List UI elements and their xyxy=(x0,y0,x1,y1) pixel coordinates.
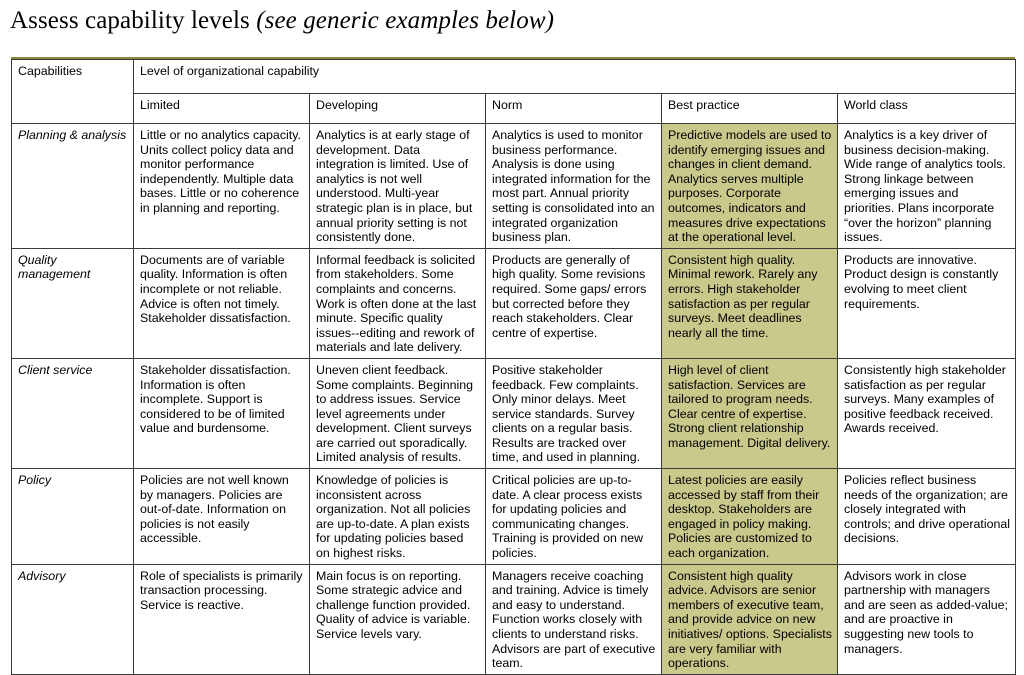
cell-planning-world-class: Analytics is a key driver of business decision-making. Wide range of analytics tools. Strong linkage between emerging issues and priorities. Plans incorporate “over the horizon” planning issues. xyxy=(838,124,1016,249)
header-capabilities: Capabilities xyxy=(12,60,134,124)
page-title-main: Assess capability levels xyxy=(10,7,257,34)
cell-policy-limited: Policies are not well known by managers. Policies are out-of-date. Information on policies is not easily accessible. xyxy=(134,469,310,565)
cell-policy-best-practice: Latest policies are easily accessed by staff from their desktop. Stakeholders are engaged in policy making. Policies are customized to each organization. xyxy=(662,469,838,565)
header-level-limited: Limited xyxy=(134,94,310,124)
cell-client-world-class: Consistently high stakeholder satisfaction as per regular surveys. Many examples of positive feedback received. Awards received. xyxy=(838,358,1016,468)
cell-quality-world-class: Products are innovative. Product design is constantly evolving to meet client requirements. xyxy=(838,248,1016,358)
cell-planning-developing: Analytics is at early stage of development. Data integration is limited. Use of analytics is not well understood. Multi-year strategic plan is in place, but annual priority setting is not consistently done. xyxy=(310,124,486,249)
header-level-developing: Developing xyxy=(310,94,486,124)
cell-client-limited: Stakeholder dissatisfaction. Information is often incomplete. Support is considered to be of limited value and burdensome. xyxy=(134,358,310,468)
cell-planning-limited: Little or no analytics capacity. Units collect policy data and monitor performance independently. Multiple data bases. Little or no coherence in planning and reporting. xyxy=(134,124,310,249)
cell-policy-world-class: Policies reflect business needs of the organization; are closely integrated with controls; and drive operational decisions. xyxy=(838,469,1016,565)
cell-quality-norm: Products are generally of high quality. Some revisions required. Some gaps/ errors but corrected before they reach stakeholders. Clear centre of expertise. xyxy=(486,248,662,358)
cell-quality-best-practice: Consistent high quality. Minimal rework. Rarely any errors. High stakeholder satisfaction as per regular surveys. Meet deadlines nearly all the time. xyxy=(662,248,838,358)
capability-table xyxy=(11,59,1016,675)
capability-name-policy: Policy xyxy=(12,469,134,565)
header-level-norm: Norm xyxy=(486,94,662,124)
table-row xyxy=(12,124,1016,249)
capability-name-client-service: Client service xyxy=(12,358,134,468)
table-body xyxy=(12,124,1016,675)
cell-client-norm: Positive stakeholder feedback. Few complaints. Only minor delays. Meet service standards. Survey clients on a regular basis. Results are tracked over time, and used in planning. xyxy=(486,358,662,468)
capability-name-quality-management: Quality management xyxy=(12,248,134,358)
cell-advisory-norm: Managers receive coaching and training. Advice is timely and easy to understand. Function works closely with clients to understand risks. Advisors are part of executive team. xyxy=(486,564,662,674)
table-row xyxy=(12,248,1016,358)
capability-table-container xyxy=(11,57,1015,675)
table-row xyxy=(12,564,1016,674)
table-header-row-top xyxy=(12,60,1016,94)
cell-advisory-best-practice: Consistent high quality advice. Advisors are senior members of executive team, and provide advice on new initiatives/ options. Specialists are very familiar with operations. xyxy=(662,564,838,674)
page-title xyxy=(10,6,554,36)
header-level-of-capability: Level of organizational capability xyxy=(134,60,1016,94)
cell-client-best-practice: High level of client satisfaction. Services are tailored to program needs. Clear centre of expertise. Strong client relationship management. Digital delivery. xyxy=(662,358,838,468)
table-header xyxy=(12,60,1016,124)
cell-advisory-limited: Role of specialists is primarily transaction processing. Service is reactive. xyxy=(134,564,310,674)
capability-name-advisory: Advisory xyxy=(12,564,134,674)
cell-planning-norm: Analytics is used to monitor business performance. Analysis is done using integrated information for the most part. Annual priority setting is consolidated into an integrated organization business plan. xyxy=(486,124,662,249)
cell-advisory-world-class: Advisors work in close partnership with managers and are seen as added-value; and are proactive in suggesting new tools to managers. xyxy=(838,564,1016,674)
table-row xyxy=(12,358,1016,468)
cell-quality-developing: Informal feedback is solicited from stakeholders. Some complaints and concerns. Work is often done at the last minute. Specific quality issues--editing and rework of materials and late delivery. xyxy=(310,248,486,358)
header-level-world-class: World class xyxy=(838,94,1016,124)
cell-quality-limited: Documents are of variable quality. Information is often incomplete or not reliable. Advice is often not timely. Stakeholder dissatisfaction. xyxy=(134,248,310,358)
page-title-italic: (see generic examples below) xyxy=(256,7,555,34)
cell-client-developing: Uneven client feedback. Some complaints. Beginning to address issues. Service level agreements under development. Client surveys are carried out sporadically. Limited analysis of results. xyxy=(310,358,486,468)
table-row xyxy=(12,469,1016,565)
table-header-row-levels xyxy=(12,94,1016,124)
header-level-best-practice: Best practice xyxy=(662,94,838,124)
cell-policy-developing: Knowledge of policies is inconsistent across organization. Not all policies are up-to-date. A plan exists for updating policies based on highest risks. xyxy=(310,469,486,565)
cell-advisory-developing: Main focus is on reporting. Some strategic advice and challenge function provided. Quality of advice is variable. Service levels vary. xyxy=(310,564,486,674)
cell-policy-norm: Critical policies are up-to-date. A clear process exists for updating policies and communicating changes. Training is provided on new policies. xyxy=(486,469,662,565)
cell-planning-best-practice: Predictive models are used to identify emerging issues and changes in client demand. Analytics serves multiple purposes. Corporate outcomes, indicators and measures drive expectations at the operational level. xyxy=(662,124,838,249)
capability-name-planning-analysis: Planning & analysis xyxy=(12,124,134,249)
